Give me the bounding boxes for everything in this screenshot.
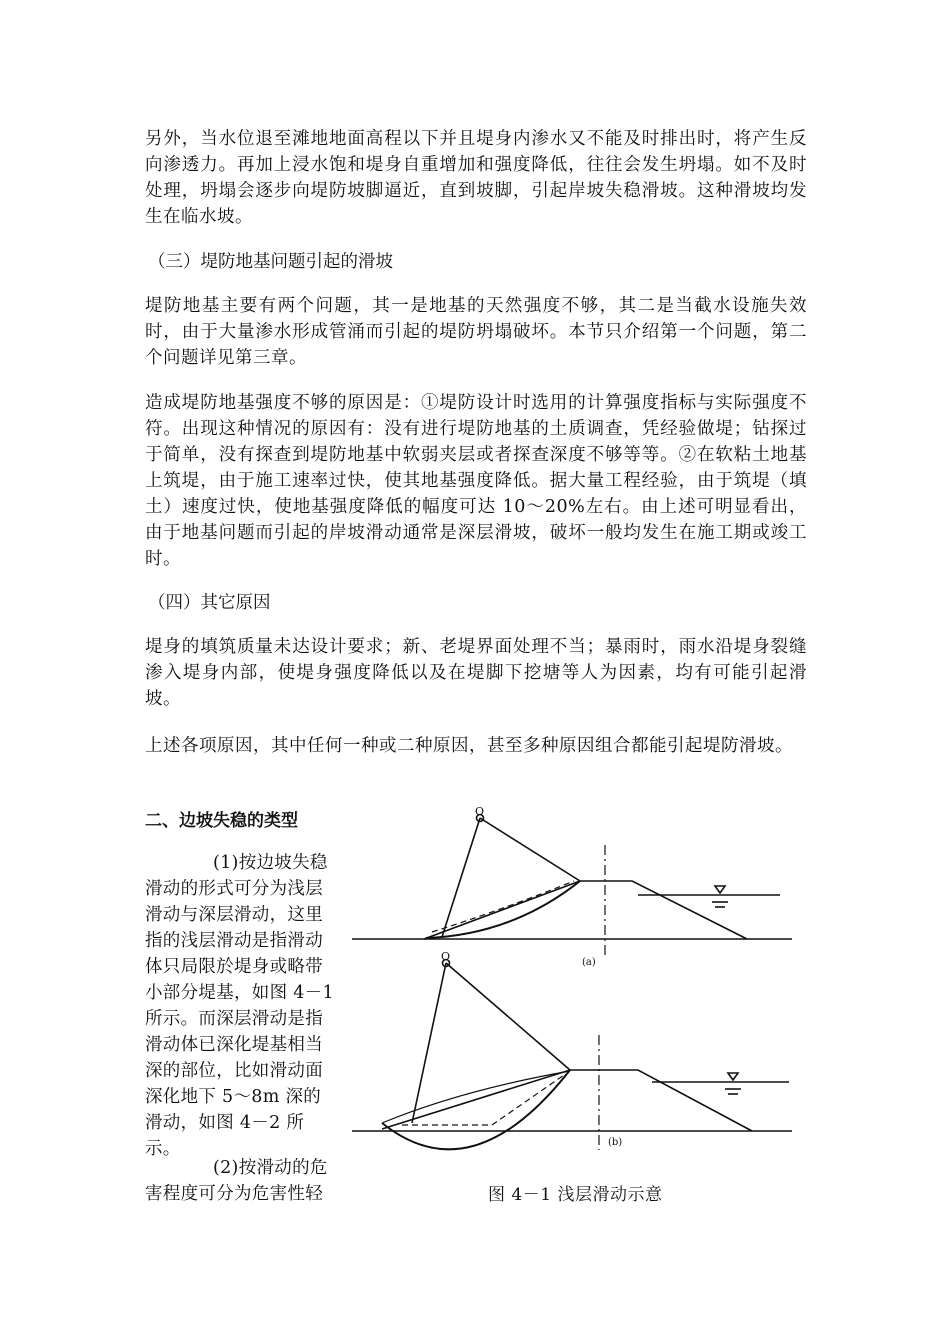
paragraph-foundation-issues: 堤防地基主要有两个问题，其一是地基的天然强度不够，其二是当截水设施失效时，由于大量渗水形成管涌而引起的堤防坍塌破坏。本节只介绍第一个问题，第二个问题详见第三章。 <box>145 296 807 368</box>
paragraph-summary: 上述各项原因，其中任何一种或二种原因，甚至多种原因组合都能引起堤防滑坡。 <box>145 736 793 756</box>
figure-shallow-sliding-svg <box>352 805 802 1175</box>
panel-b-center-label: O <box>441 950 451 963</box>
paragraph-strength-causes: 造成堤防地基强度不够的原因是：①堤防设计时选用的计算强度指标与实际强度不符。出现这种情况的原因有：没有进行堤防地基的土质调查，凭经验做堤；钻探过于简单，没有探查到堤防地基中软弱夹层或者探查深度不够等等。②在软粘土地基上筑堤，由于施工速率过快，使其地基强度降低。据大量工程经验，由于筑堤（填土）速度过快，使地基强度降低的幅度可达 10～20%左右。由上述可明显看出，由于地基问题而引起的岸坡滑动通常是深层滑坡，破坏一般均发生在施工期或竣工时。 <box>145 393 807 569</box>
side-paragraph-hazard-degree-text: (2)按滑动的危害程度可分为危害性轻 <box>145 1158 328 1204</box>
paragraph-collapse: 另外，当水位退至滩地地面高程以下并且堤身内渗水又不能及时排出时，将产生反向渗透力。再加上浸水饱和堤身自重增加和强度降低，往往会发生坍塌。如不及时处理，坍塌会逐步向堤防坡脚逼近，直到坡脚，引起岸坡失稳滑坡。这种滑坡均发生在临水坡。 <box>145 129 807 227</box>
panel-b-slip-arc <box>382 1070 570 1149</box>
side-paragraph-sliding-form <box>145 850 337 1162</box>
panel-a-radius-right <box>480 818 580 881</box>
panel-b-radius-right <box>446 963 570 1070</box>
paragraph-other-causes: 堤身的填筑质量未达设计要求；新、老堤界面处理不当；暴雨时，雨水沿堤身裂缝渗入堤身内部，使堤身强度降低以及在堤脚下挖塘等人为因素，均有可能引起滑坡。 <box>145 637 807 709</box>
figure-caption: 图 4－1 浅层滑动示意 <box>488 1185 663 1205</box>
side-paragraph-hazard-degree <box>145 1155 337 1207</box>
figure-shallow-sliding <box>352 805 802 1175</box>
panel-b-label: (b) <box>608 1137 623 1148</box>
panel-b-original-slope <box>402 1075 564 1125</box>
panel-a-center-label: O <box>475 805 485 818</box>
side-paragraph-sliding-form-text: (1)按边坡失稳滑动的形式可分为浅层滑动与深层滑动，这里指的浅层滑动是指滑动体只局限於堤身或略带小部分堤基，如图 4－1 所示。而深层滑动是指滑动体已深化堤基相当深的部位，比如滑动面深化地下 5～8m 深的滑动，如图 4－2 所示。 <box>145 853 334 1159</box>
panel-a <box>352 805 792 968</box>
panel-b <box>352 950 792 1150</box>
panel-a-embankment <box>424 881 747 939</box>
panel-a-radius-left <box>442 818 480 937</box>
panel-b-water-symbol <box>728 1073 738 1080</box>
panel-a-water-symbol <box>715 886 725 893</box>
panel-b-radius-left <box>412 963 446 1123</box>
subheading-foundation: （三）堤防地基问题引起的滑坡 <box>148 252 393 272</box>
section-title-slope-failure-types: 二、边坡失稳的类型 <box>145 811 298 831</box>
panel-a-label: (a) <box>582 957 596 968</box>
panel-b-embankment <box>382 1070 752 1131</box>
subheading-other-causes: （四）其它原因 <box>148 593 271 613</box>
